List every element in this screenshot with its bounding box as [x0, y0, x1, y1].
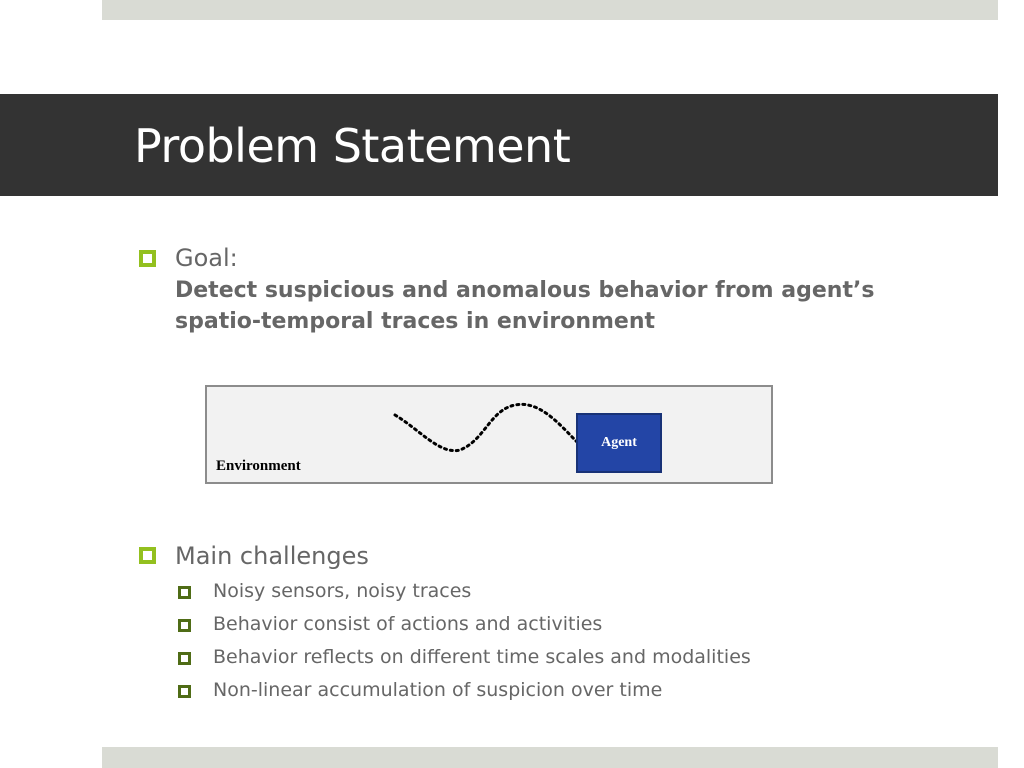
- square-sub-bullet-icon: [178, 586, 191, 599]
- goal-label: Goal:: [175, 244, 238, 272]
- goal-detail-line-2: spatio-temporal traces in environment: [175, 309, 656, 334]
- agent-box: [576, 413, 662, 473]
- challenge-item: Noisy sensors, noisy traces: [213, 580, 472, 602]
- square-bullet-icon: [139, 547, 156, 564]
- challenge-item: Behavior consist of actions and activities: [213, 613, 603, 635]
- square-sub-bullet-icon: [178, 619, 191, 632]
- challenge-item: Non-linear accumulation of suspicion over time: [213, 679, 663, 701]
- slide-title: Problem Statement: [134, 119, 571, 173]
- square-sub-bullet-icon: [178, 685, 191, 698]
- challenge-item: Behavior reflects on different time scales and modalities: [213, 646, 751, 668]
- environment-label: Environment: [216, 458, 301, 474]
- goal-detail-line-1: Detect suspicious and anomalous behavior from agent’s: [175, 278, 875, 303]
- agent-label: Agent: [601, 435, 637, 450]
- square-sub-bullet-icon: [178, 652, 191, 665]
- challenges-heading: Main challenges: [175, 542, 369, 570]
- bottom-decorative-band: [102, 747, 998, 768]
